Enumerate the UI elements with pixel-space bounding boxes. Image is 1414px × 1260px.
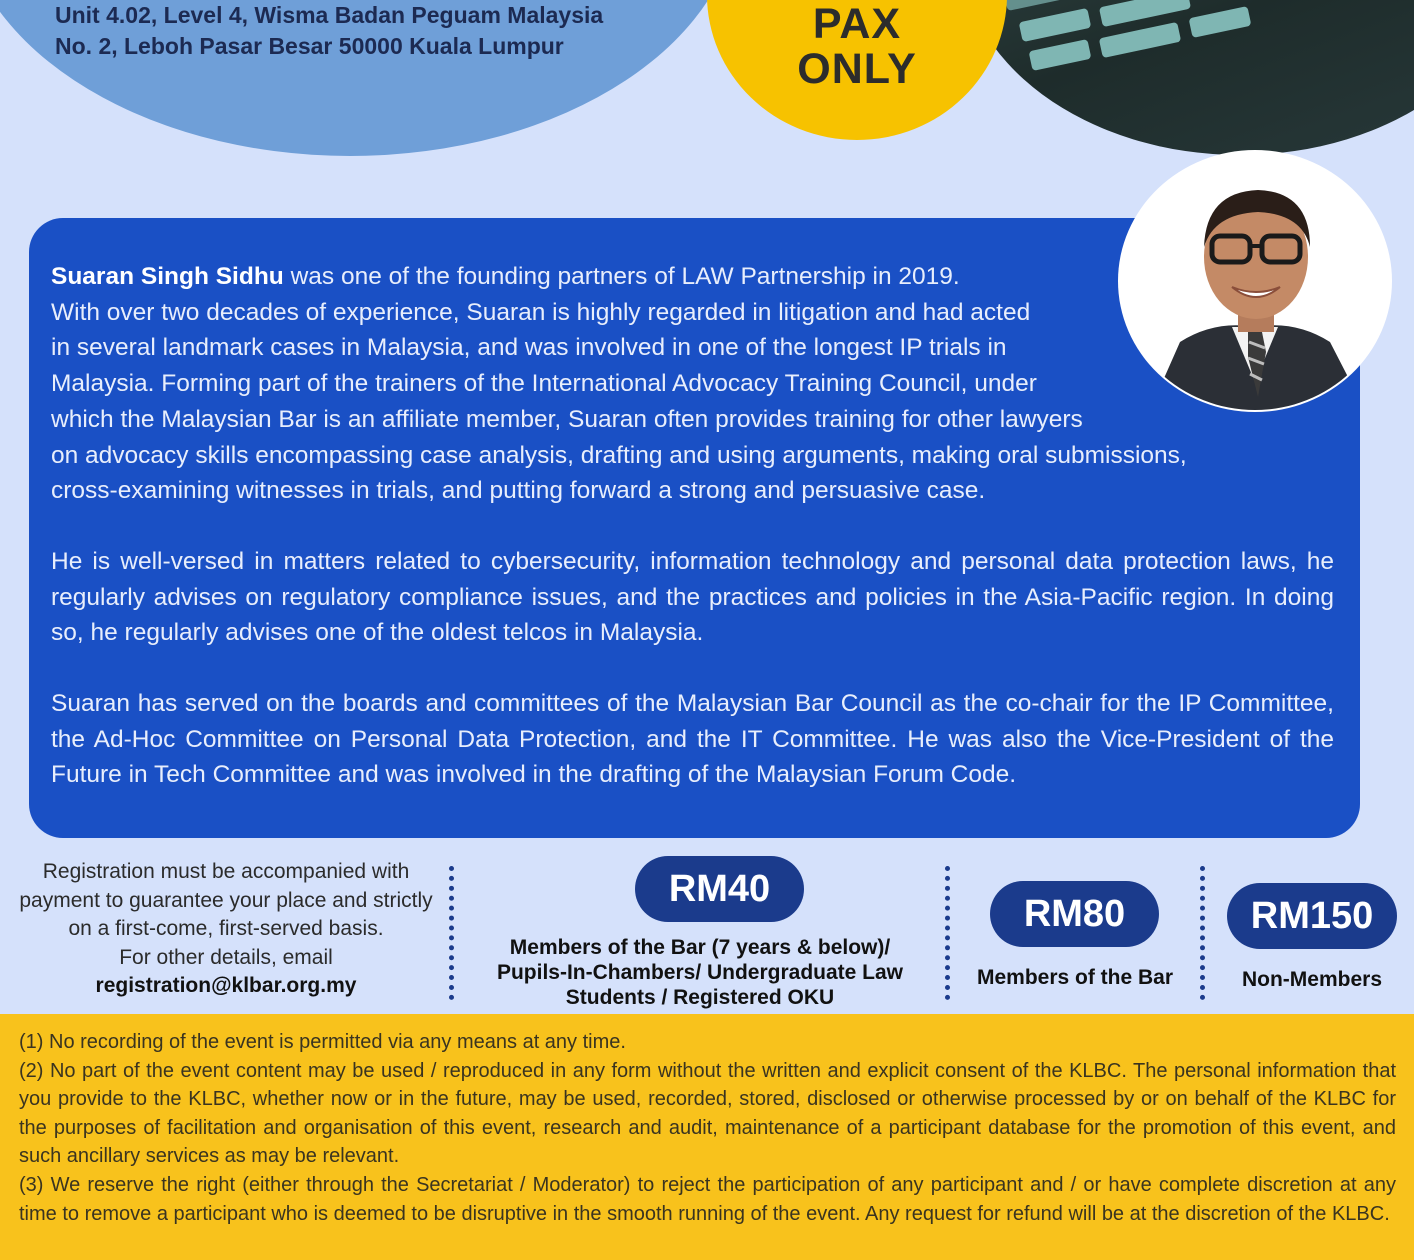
price-label-rm150: [1212, 967, 1412, 992]
price-label-rm40: [460, 935, 940, 1010]
disclaimer-text: [19, 1028, 1396, 1228]
disclaimer-item-1: (1) No recording of the event is permitted via any means at any time.: [19, 1031, 626, 1053]
venue-address: [55, 0, 695, 62]
divider: [449, 866, 454, 1000]
price-label-line: Students / Registered OKU: [565, 986, 835, 1009]
bio-line: Malaysia. Forming part of the trainers of the International Advocacy Training Council, under: [51, 370, 1037, 398]
price-label-line: Members of the Bar (7 years & below)/: [509, 936, 891, 959]
price-label-line: Non-Members: [1241, 968, 1383, 991]
bio-paragraph-2: He is well-versed in matters related to cybersecurity, information technology and personal data protection laws, he regularly advises on regulatory compliance issues, and the practices and policies in the Asia-Pacific region. In doing so, he regularly advises one of the oldest telcos in Malaysia.: [51, 547, 1334, 647]
venue-line-2: No. 2, Leboh Pasar Besar 50000 Kuala Lumpur: [55, 33, 564, 59]
registration-line: on a first-come, first-served basis.: [68, 917, 384, 940]
keyboard-key-shape: [1004, 0, 1067, 11]
keyboard-key-shape: [1189, 6, 1252, 38]
divider: [945, 866, 950, 1000]
registration-line: payment to guarantee your place and strictly: [19, 888, 433, 912]
price-label-rm80: [955, 965, 1195, 990]
registration-line: For other details, email: [119, 945, 333, 969]
bio-line: which the Malaysian Bar is an affiliate member, Suaran often provides training for other lawyers: [51, 405, 1083, 433]
bio-line-text: was one of the founding partners of LAW Partnership in 2019.: [283, 263, 960, 290]
disclaimer-item-2: (2) No part of the event content may be used / reproduced in any form without the written and explicit consent of the KLBC. The personal information that you provide to the KLBC, whether now or in the future, may be used, recorded, stored, disclosed or otherwise processed by or on behalf of the KLBC for the purposes of facilitation and organisation of this event, research and audit, maintenance of a participant database for the promotion of this event, and such ancillary services as may be relevant.: [19, 1059, 1396, 1168]
pax-badge-text: [707, 2, 1007, 92]
bio-paragraph-3: Suaran has served on the boards and committees of the Malaysian Bar Council as the co-chair for the IP Committee, the Ad-Hoc Committee on Personal Data Protection, and the IT Committee. He was also the Vice-President of the Future in Tech Committee and was involved in the drafting of the Malaysian Forum Code.: [51, 690, 1334, 789]
speaker-name: Suaran Singh Sidhu: [51, 263, 284, 290]
price-badge-rm80: RM80: [990, 881, 1159, 947]
venue-line-1: Unit 4.02, Level 4, Wisma Badan Peguam Malaysia: [55, 2, 604, 28]
keyboard-key-shape: [1019, 8, 1092, 42]
registration-email-link[interactable]: registration@klbar.org.my: [95, 974, 357, 997]
price-badge-rm150: RM150: [1227, 883, 1397, 949]
keyboard-key-shape: [1029, 39, 1092, 71]
keyboard-key-shape: [1099, 22, 1181, 58]
keyboard-photo-image: [960, 0, 1414, 155]
bio-line: With over two decades of experience, Suaran is highly regarded in litigation and had acted: [51, 298, 1031, 326]
speaker-portrait-icon: [1120, 152, 1390, 410]
pax-badge-line-2: ONLY: [797, 45, 917, 93]
bio-line: on advocacy skills encompassing case analysis, drafting and using arguments, making oral submissions,: [51, 441, 1187, 469]
divider: [1200, 866, 1205, 1000]
price-label-line: Members of the Bar: [976, 966, 1174, 989]
price-label-line: Pupils-In-Chambers/ Undergraduate Law: [496, 961, 904, 984]
keyboard-key-shape: [1099, 0, 1191, 27]
registration-info: [8, 858, 444, 1001]
registration-line: Registration must be accompanied with: [42, 860, 410, 883]
speaker-portrait-drawing: [1120, 152, 1390, 410]
bio-line: cross-examining witnesses in trials, and putting forward a strong and persuasive case.: [51, 477, 986, 505]
bio-line: in several landmark cases in Malaysia, and was involved in one of the longest IP trials in: [51, 334, 1007, 362]
price-badge-rm40: RM40: [635, 856, 804, 922]
pax-badge-line-1: PAX: [812, 0, 902, 48]
disclaimer-item-3: (3) We reserve the right (either through the Secretariat / Moderator) to reject the participation of any participant and / or have complete discretion at any time to remove a participant who is deemed to be disruptive in the smooth running of the event. Any request for refund will be at the discretion of the KLBC.: [19, 1173, 1396, 1225]
